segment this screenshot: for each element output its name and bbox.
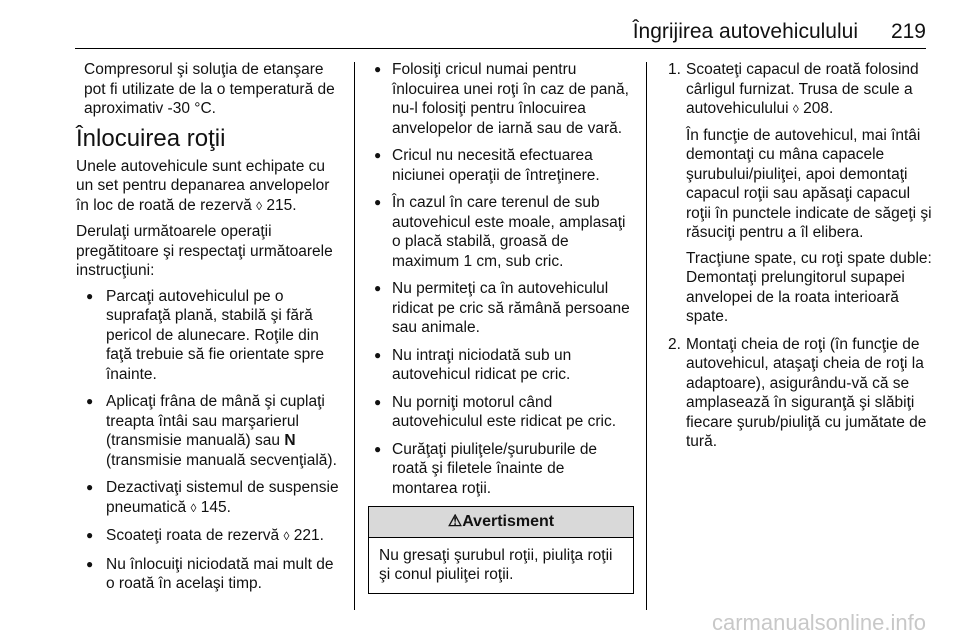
page-ref-icon: ◊ — [792, 102, 799, 116]
paragraph-text: Unele autovehicule sunt echipate cu un set pentru depanarea anvelopelor în loc de roată de rezervă — [76, 157, 330, 214]
step-text-content: Scoateţi capacul de roată folosind cârligul furnizat. Trusa de scule a autovehiculului — [686, 61, 919, 117]
list-item — [76, 526, 342, 547]
watermark: carmanualsonline.info — [711, 610, 926, 635]
list-item: ● Parcaţi autovehiculul pe o suprafaţă plană, stabilă şi fără pericol de alunecare. Roţile din faţă trebuie să fie orientate spre înainte. — [76, 287, 342, 385]
paragraph-repair-kit — [76, 157, 342, 217]
warning-icon: ⚠ — [447, 513, 463, 530]
step-paragraph: Tracţiune spate, cu roţi spate duble: Demontaţi prelungitorul supapei anvelopei de la roata interioară spate. — [686, 249, 932, 325]
warning-title: Avertisment — [462, 513, 555, 530]
column-divider — [646, 62, 647, 610]
list-item: ● Nu înlocuiţi niciodată mai mult de o roată în acelaşi timp. — [76, 555, 342, 594]
bullet-list — [76, 287, 342, 594]
gear-n-label: N — [284, 432, 296, 449]
list-item: ● Nu porniţi motorul când autovehiculul este ridicat pe cric. — [368, 393, 634, 432]
list-item: ● În cazul în care terenul de sub autovehicul este moale, amplasaţi o placă stabilă, groasă de maximum 1 cm, sub cric. — [368, 193, 634, 271]
page-ref-icon: ◊ — [256, 198, 263, 213]
list-item — [76, 478, 342, 518]
column-divider — [354, 62, 355, 610]
step-item — [668, 60, 932, 327]
step-text — [686, 60, 932, 120]
intro-paragraph: Compresorul şi soluţia de etanşare pot fi utilizate de la o temperatură de aproximativ -30 °C. — [84, 61, 335, 117]
step-paragraph: În funcţie de autovehicul, mai întâi demontaţi cu mâna capacele şurubului/piuliţei, apoi demontaţi capacul roţii sau apăsaţi capacul roţii în punctele indicate de săgeţi şi răsuciţi pentru a îl elibera. — [686, 126, 932, 241]
list-item-text: Scoateţi roata de rezervă — [106, 527, 280, 544]
page-ref[interactable]: 145. — [200, 498, 231, 516]
warning-header — [369, 507, 633, 538]
page-ref[interactable]: 208. — [803, 100, 834, 117]
column-left — [76, 60, 342, 602]
page-ref-icon: ◊ — [190, 500, 197, 515]
list-item-text: Aplicaţi frâna de mână şi cuplaţi treapta întâi sau marşarierul (transmisie manuală) sau — [106, 393, 325, 449]
warning-box — [368, 506, 634, 594]
paragraph-instructions: Derulaţi următoarele operaţii pregătitoare şi respectaţi următoarele instrucţiuni: — [76, 223, 333, 279]
warning-text: Nu gresaţi şurubul roţii, piuliţa roţii şi conul piuliţei roţii. — [379, 546, 613, 583]
list-item: ● Folosiţi cricul numai pentru înlocuirea unei roţi în caz de pană, nu-l folosiţi pentru înlocuirea anvelopelor de iarnă sau de vară. — [368, 60, 634, 138]
section-title: Îngrijirea autovehiculului — [632, 20, 858, 43]
list-item — [76, 392, 342, 470]
column-middle — [368, 60, 634, 594]
step-text: Montaţi cheia de roţi (în funcţie de autovehicul, ataşaţi cheia de roţi la adaptoare), asigurându-vă că se amplasează în siguranţă şi slăbiţi fiecare şurub/piuliţă cu jumătate de tură. — [686, 335, 927, 450]
list-item: ● Curăţaţi piuliţele/şuruburile de roată şi filetele înainte de montarea roţii. — [368, 440, 634, 499]
step-number: 2. — [668, 335, 681, 353]
list-item-text: (transmisie manuală secvenţială). — [106, 451, 337, 469]
column-right — [668, 60, 932, 460]
heading-wheel-change: Înlocuirea roţii — [76, 124, 226, 152]
steps-list — [668, 60, 932, 452]
page-ref-icon: ◊ — [283, 529, 290, 543]
page-ref[interactable]: 215. — [266, 196, 297, 214]
bullet-list — [368, 60, 634, 498]
step-item — [668, 335, 932, 452]
list-item: ● Cricul nu necesită efectuarea niciunei operaţii de întreţinere. — [368, 146, 634, 185]
step-number: 1. — [668, 61, 681, 78]
page-header — [75, 14, 926, 49]
page-ref[interactable]: 221. — [293, 527, 324, 544]
list-item-text: Dezactivaţi sistemul de suspensie pneumatică — [106, 479, 339, 516]
list-item: ● Nu permiteţi ca în autovehiculul ridicat pe cric să rămână persoane sau animale. — [368, 279, 634, 338]
page-number: 219 — [890, 20, 926, 43]
list-item: ● Nu intraţi niciodată sub un autovehicul ridicat pe cric. — [368, 346, 634, 385]
